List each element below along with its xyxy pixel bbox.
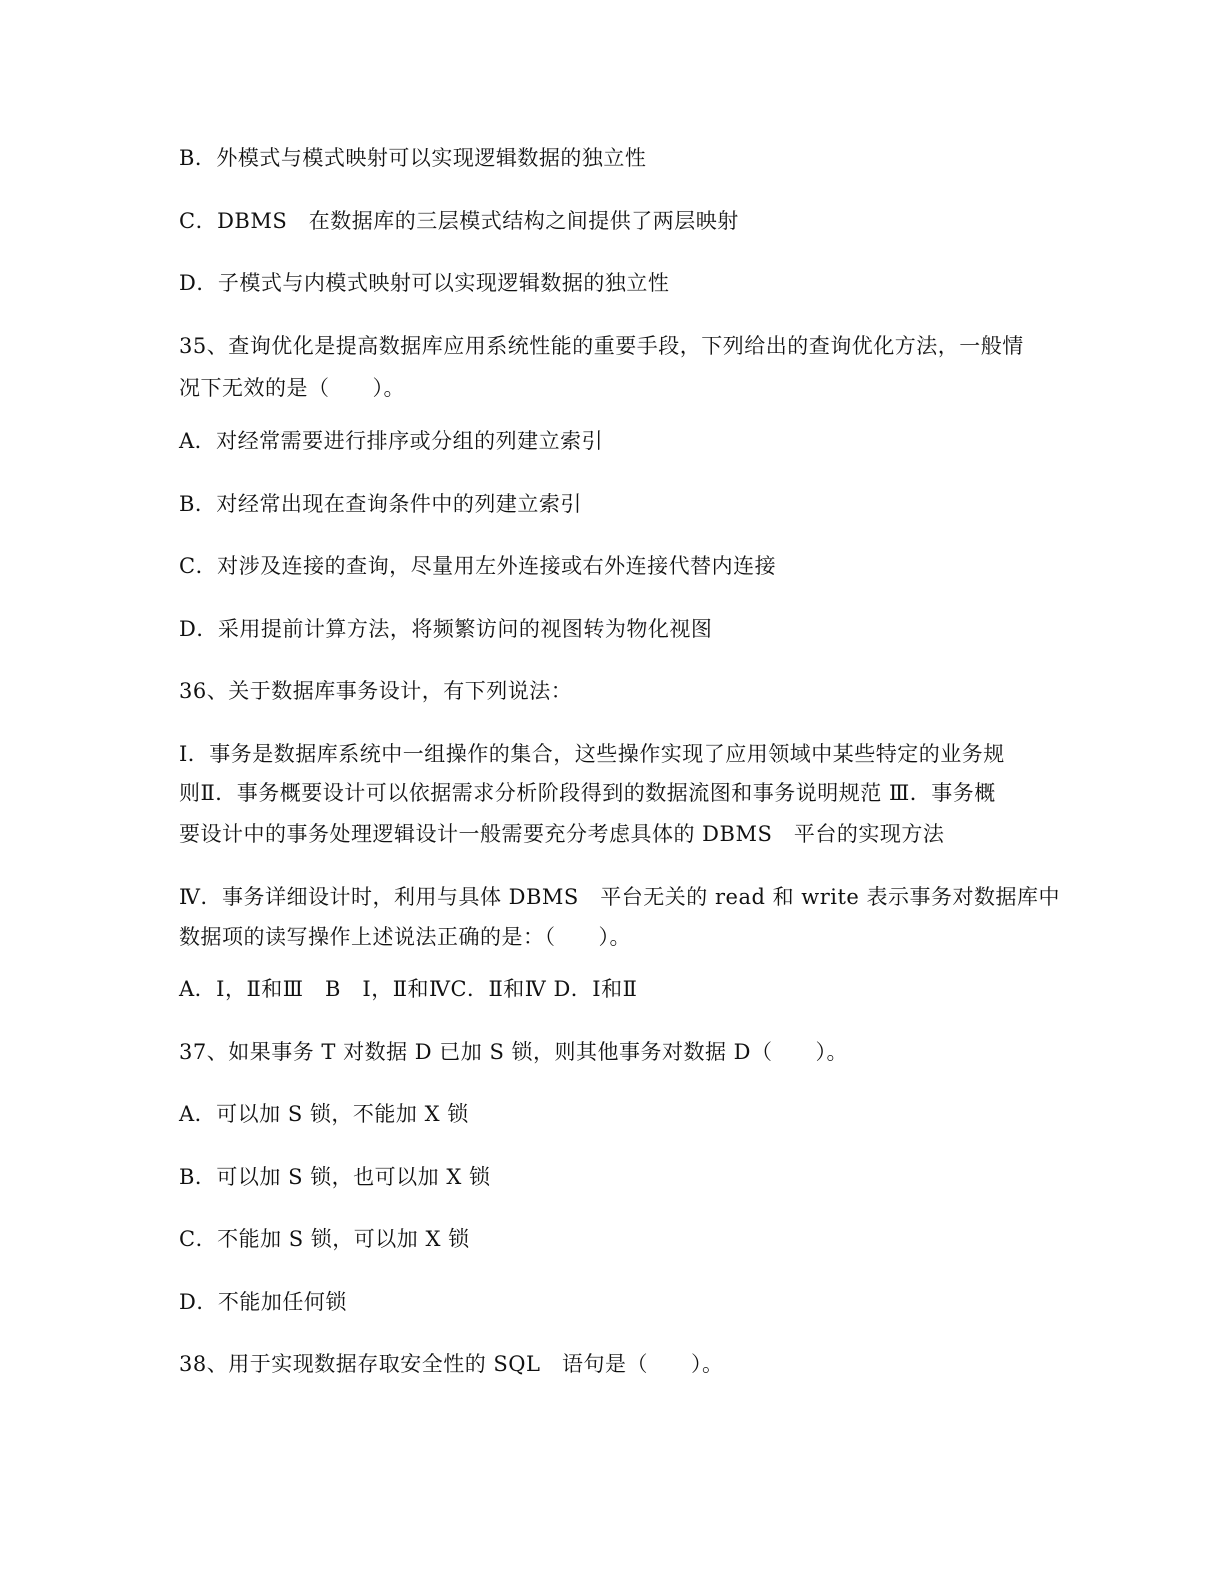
q36-options: A．Ⅰ，Ⅱ和Ⅲ B Ⅰ，Ⅱ和ⅣC．Ⅱ和Ⅳ D．Ⅰ和Ⅱ <box>179 977 638 1001</box>
q37-option-c: C．不能加 S 锁，可以加 X 锁 <box>179 1227 470 1251</box>
q37-option-d: D．不能加任何锁 <box>179 1290 347 1314</box>
q36-question: 36、关于数据库事务设计，有下列说法： <box>179 679 573 703</box>
q36-statement-line3: 要设计中的事务处理逻辑设计一般需要充分考虑具体的 DBMS 平台的实现方法 <box>179 822 945 846</box>
q35-question-line1: 35、查询优化是提高数据库应用系统性能的重要手段，下列给出的查询优化方法，一般情 <box>179 334 1024 358</box>
q36-statement-line5: 数据项的读写操作上述说法正确的是：（ ）。 <box>179 925 631 949</box>
q37-option-b: B．可以加 S 锁，也可以加 X 锁 <box>179 1165 491 1189</box>
q38-question: 38、用于实现数据存取安全性的 SQL 语句是（ ）。 <box>179 1352 724 1376</box>
q34-option-b: B．外模式与模式映射可以实现逻辑数据的独立性 <box>179 146 647 170</box>
q36-statement-line1: Ⅰ．事务是数据库系统中一组操作的集合，这些操作实现了应用领域中某些特定的业务规 <box>179 742 1005 766</box>
q37-question: 37、如果事务 T 对数据 D 已加 S 锁，则其他事务对数据 D（ ）。 <box>179 1040 849 1064</box>
q37-option-a: A．可以加 S 锁，不能加 X 锁 <box>179 1102 469 1126</box>
q35-option-b: B．对经常出现在查询条件中的列建立索引 <box>179 492 582 516</box>
q36-statement-line2: 则Ⅱ．事务概要设计可以依据需求分析阶段得到的数据流图和事务说明规范 Ⅲ．事务概 <box>179 781 996 805</box>
q35-option-d: D．采用提前计算方法，将频繁访问的视图转为物化视图 <box>179 617 713 641</box>
q34-option-d: D．子模式与内模式映射可以实现逻辑数据的独立性 <box>179 271 670 295</box>
q35-option-c: C．对涉及连接的查询，尽量用左外连接或右外连接代替内连接 <box>179 554 777 578</box>
q34-option-c: C．DBMS 在数据库的三层模式结构之间提供了两层映射 <box>179 209 739 233</box>
q36-statement-line4: Ⅳ．事务详细设计时，利用与具体 DBMS 平台无关的 read 和 write 表示事务对数据库中 <box>179 885 1061 909</box>
q35-option-a: A．对经常需要进行排序或分组的列建立索引 <box>179 429 604 453</box>
q35-question-line2: 况下无效的是（ ）。 <box>179 376 405 400</box>
